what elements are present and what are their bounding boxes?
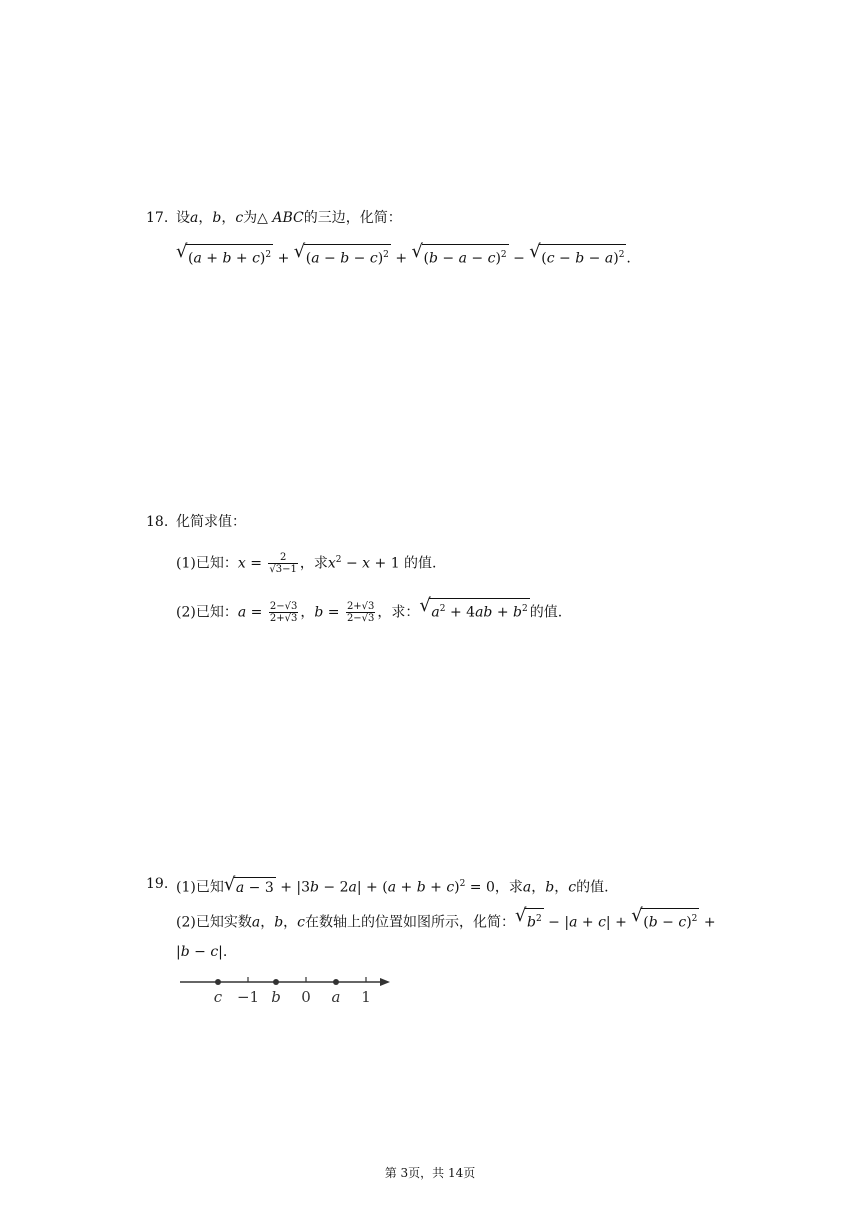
number-line-arrow (380, 978, 390, 986)
problem-17-expression: √ $(a + b + c)^2$ + √ $(a - b - c)^2$ + √ $(b - a - c)^2$ − √ $(c - b - a)^2$ . (176, 244, 631, 269)
label-a: a (331, 988, 341, 1006)
problem-17-text: 设a，b，c为△ ABC的三边，化简： (176, 210, 402, 226)
number-line-figure (176, 970, 396, 1012)
problem-19-part1: (1)已知√ $a - 3 + |3b - 2a| + (a + b + c)^2 = 0$，求a，b，c的值. (176, 874, 609, 898)
problem-19-part2-line1: (2)已知实数a，b，c在数轴上的位置如图所示，化简：√ $b^2 - |a + c|$ + √ $(b - c)^2$ + (176, 908, 716, 933)
problem-19-number: 19. (146, 876, 169, 892)
label-c: c (213, 988, 223, 1006)
problem-18-number: 18. (146, 514, 169, 530)
page-footer: 第 3页，共 14页 (384, 1166, 476, 1180)
problem-18-text: 化简求值： (176, 514, 246, 530)
point-c (215, 979, 221, 985)
problem-18-part1: (1)已知：x = $\frac{2}{√3-1}$ ，求$x^2 - x + 1$ 的值. (176, 552, 437, 576)
point-b (273, 979, 279, 985)
problem-19-part2-line2: |b − c|. (176, 944, 228, 960)
label-b: b (271, 988, 281, 1006)
label-minus-1: −1 (236, 988, 260, 1006)
label-0: 0 (301, 988, 311, 1006)
problem-17-number: 17. (146, 210, 169, 226)
point-a (333, 979, 339, 985)
label-1: 1 (361, 988, 371, 1006)
problem-18-part2: (2)已知：a = $\frac{2-√3}{2+√3}$ ，b = $\frac{2+√3}{2-√3}$ ，求：√ $a^2 + 4ab + b^2$ 的值. (176, 598, 562, 624)
